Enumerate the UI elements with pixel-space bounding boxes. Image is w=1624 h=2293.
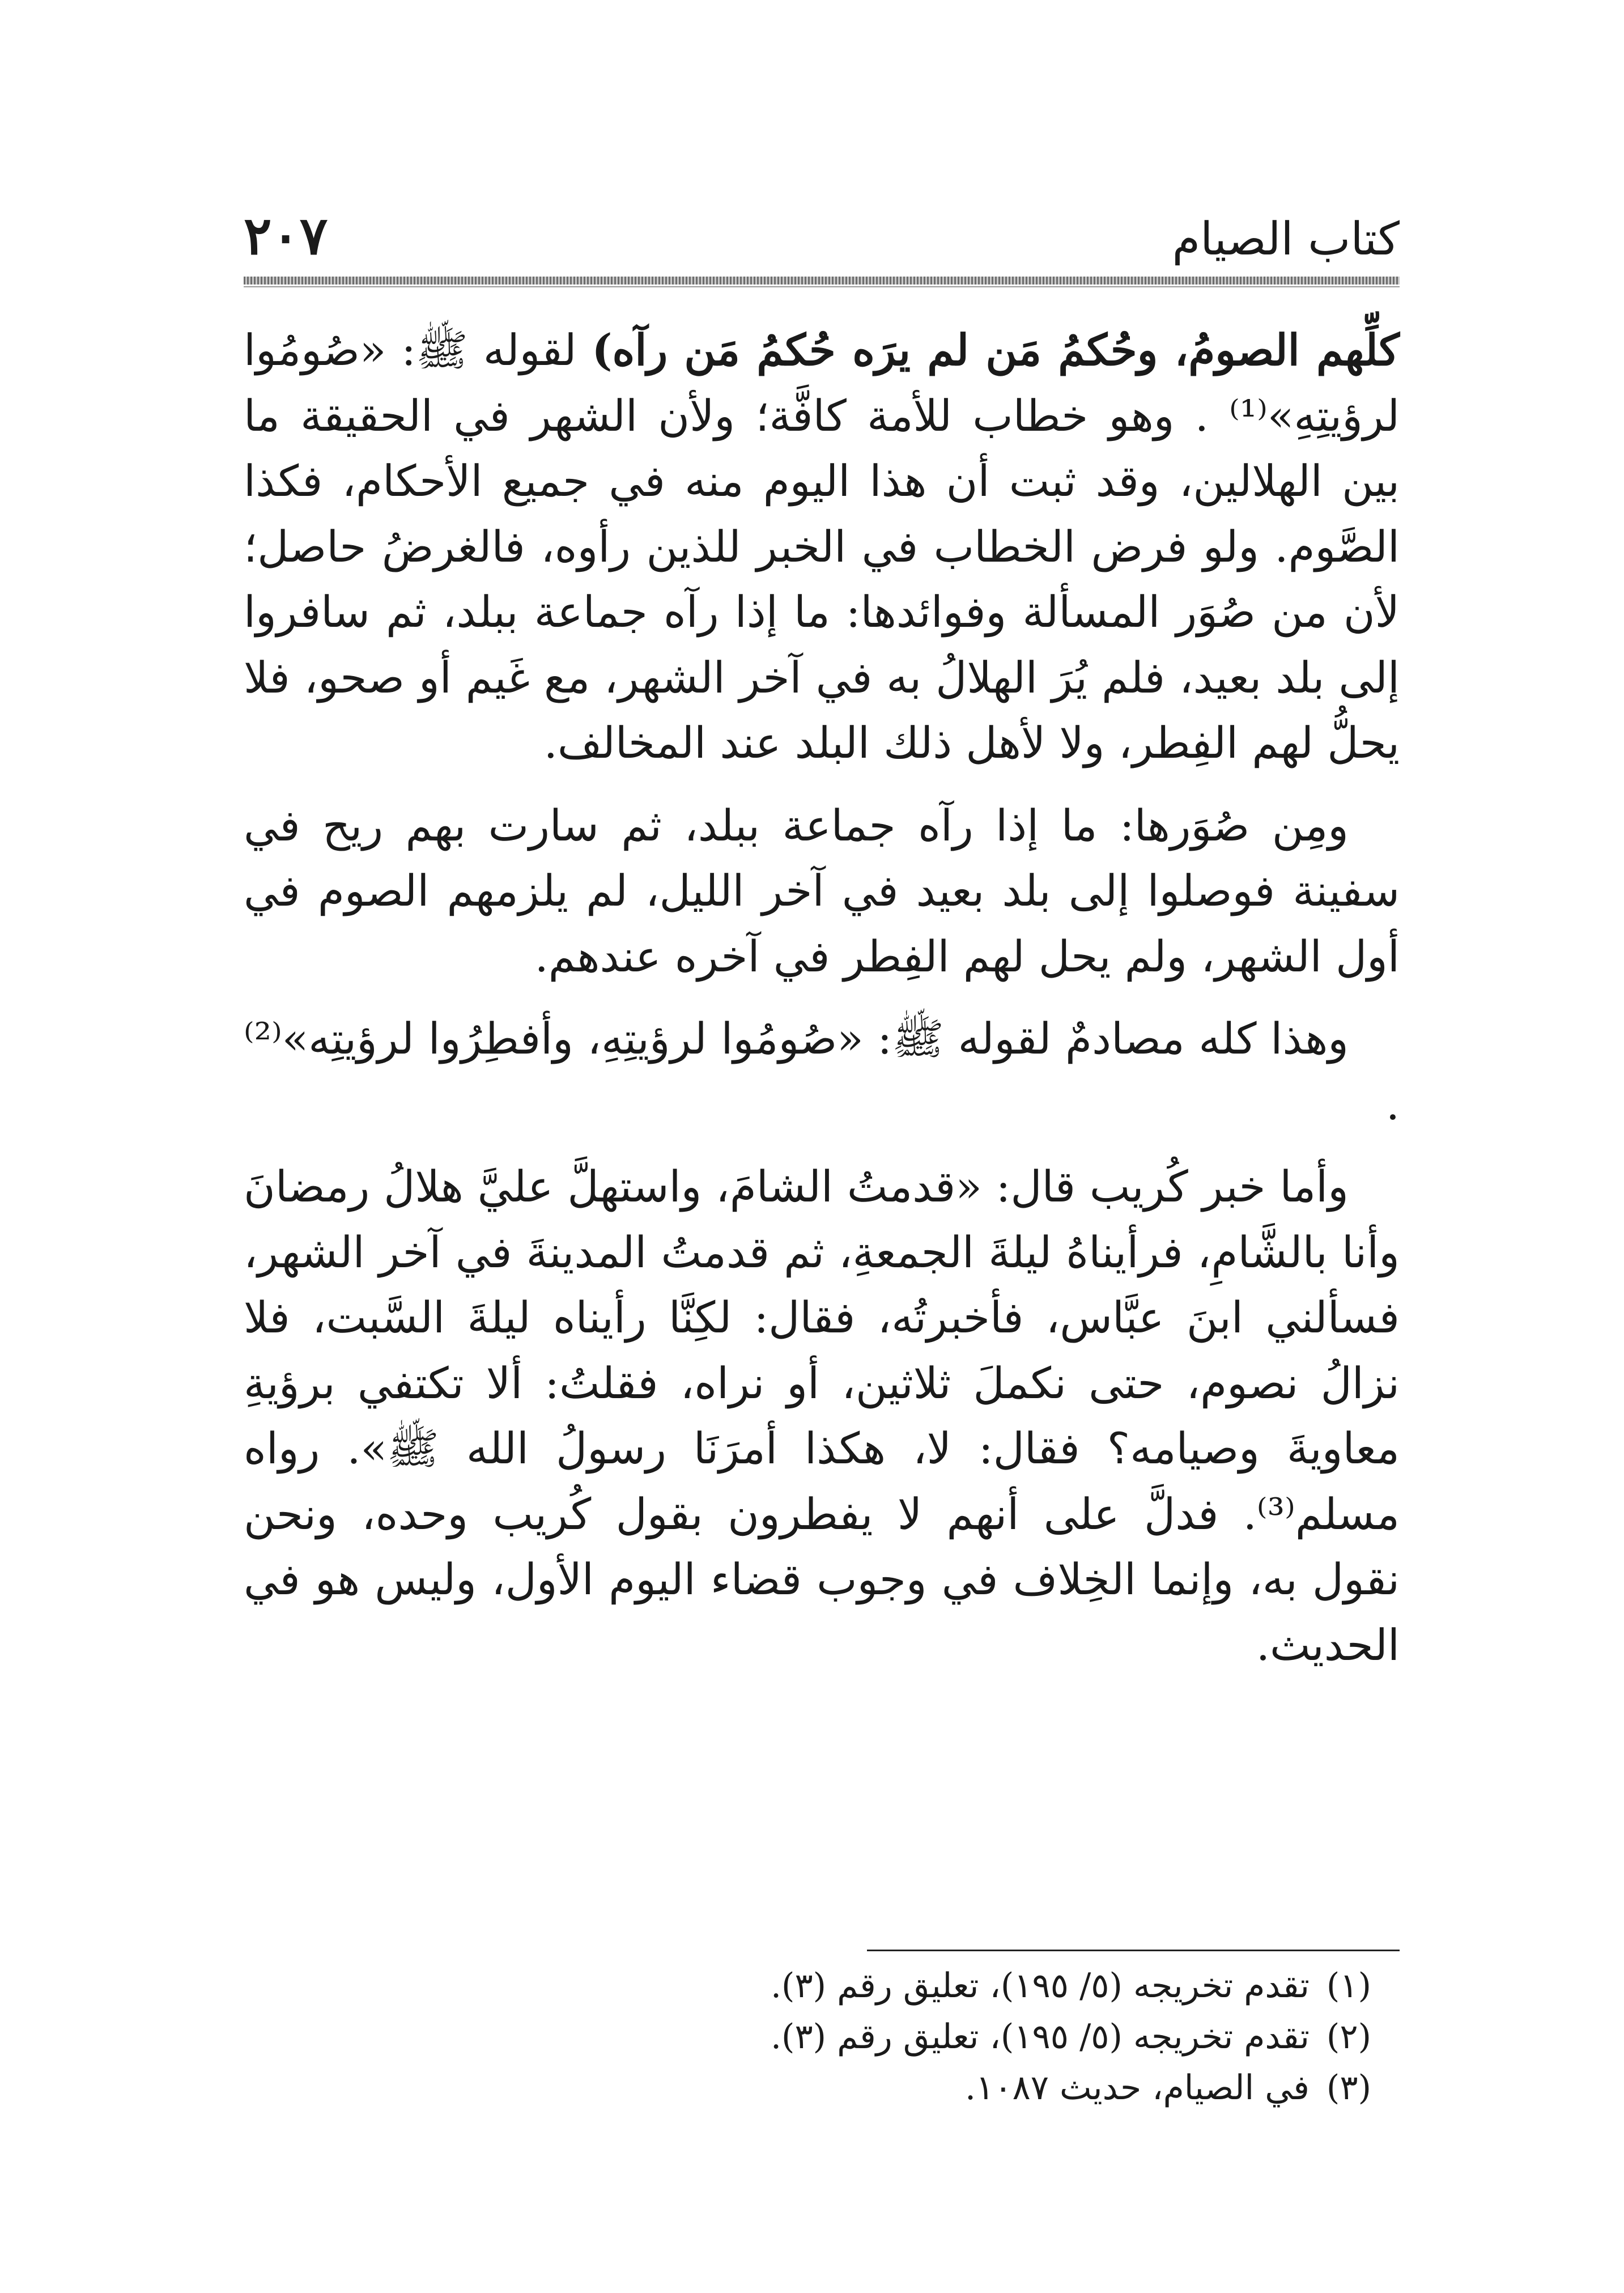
page-number: ٢٠٧ <box>244 205 328 266</box>
paragraph-4: وأما خبر كُريب قال: «قدمتُ الشامَ، واستهلَّ عليَّ هلالُ رمضانَ وأنا بالشَّامِ، فرأيناهُ ليلةَ الجمعةِ، ثم قدمتُ المدينةَ في آخر الشهر، فسألني ابنَ عبَّاس، فأخبرتُه، فقال: لكِنَّا رأيناه ليلةَ السَّبت، فلا نزالُ نصوم، حتى نكملَ ثلاثين، أو نراه، فقلتُ: ألا تكتفي برؤيةِ معاويةَ وصيامه؟ فقال: لا، هكذا أمرَنَا رسولُ الله ﷺ». رواه مسلم⁽³⁾. فدلَّ على أنهم لا يفطرون بقول كُريب وحده، ونحن نقول به، وإنما الخِلاف في وجوب قضاء اليوم الأول، وليس هو في الحديث. <box>244 1161 1400 1670</box>
footnotes <box>244 1962 1371 2115</box>
chapter-title: كتاب الصيام <box>1172 213 1400 265</box>
paragraph-3: وهذا كله مصادمٌ لقوله ﷺ: «صُومُوا لرؤيتِهِ، وأفطِرُوا لرؤيتِه»⁽²⁾ . <box>244 1013 1400 1129</box>
footnote-number: (٢) <box>1326 2017 1371 2057</box>
footnote-number: (١) <box>1326 1966 1371 2006</box>
header-divider <box>244 277 1400 284</box>
footnote-text: في الصيام، حديث ١٠٨٧. <box>964 2068 1310 2108</box>
footnote-3 <box>244 2064 1371 2112</box>
footnote-text: تقدم تخريجه (٥/ ١٩٥)، تعليق رقم (٣). <box>770 2017 1310 2057</box>
main-text <box>244 317 1400 1678</box>
footnote-divider <box>867 1950 1400 1951</box>
footnote-text: تقدم تخريجه (٥/ ١٩٥)، تعليق رقم (٣). <box>770 1966 1310 2006</box>
footnote-1 <box>244 1962 1371 2010</box>
paragraph-1 <box>244 317 1400 776</box>
running-header <box>244 205 1400 279</box>
footnote-number: (٣) <box>1326 2068 1371 2108</box>
bold-lead-text: كلِّهم الصومُ، وحُكمُ مَن لم يرَه حُكمُ مَن رآه) <box>592 325 1400 375</box>
paragraph-2: ومِن صُوَرها: ما إذا رآه جماعة ببلد، ثم سارت بهم ريح في سفينة فوصلوا إلى بلد بعيد في آخر الليل، لم يلزمهم الصوم في أول الشهر، ولم يحل لهم الفِطر في آخره عندهم. <box>244 800 1400 982</box>
paragraph-1-text: لقوله ﷺ: «صُومُوا لرؤيتِهِ»⁽¹⁾ . وهو خطاب للأمة كافَّة؛ ولأن الشهر في الحقيقة ما بين الهلالين، وقد ثبت أن هذا اليوم منه في جميع الأحكام، فكذا الصَّوم. ولو فرض الخطاب في الخبر للذين رأوه، فالغرضُ حاصل؛ لأن من صُوَر المسألة وفوائدها: ما إذا رآه جماعة ببلد، ثم سافروا إلى بلد بعيد، فلم يُرَ الهلالُ به في آخر الشهر، مع غَيم أو صحو، فلا يحلُّ لهم الفِطر، ولا لأهل ذلك البلد عند المخالف. <box>244 325 1400 768</box>
footnote-2 <box>244 2013 1371 2061</box>
